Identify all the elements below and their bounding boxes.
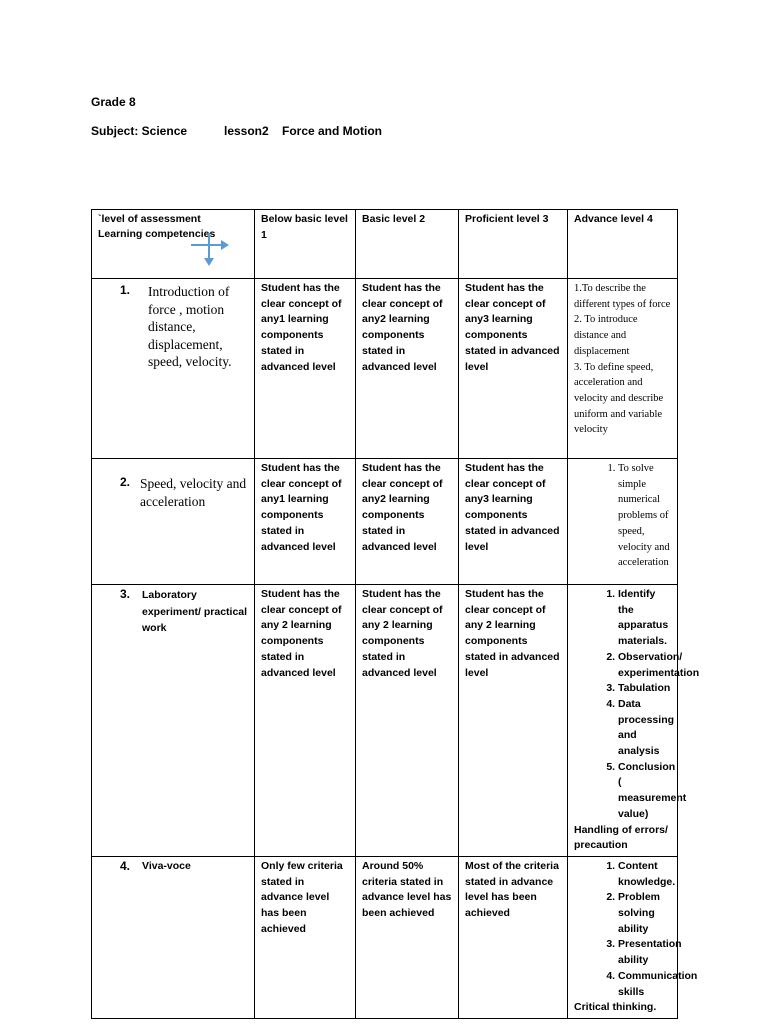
level3-cell: Student has the clear concept of any3 learning components stated in advanced level — [459, 279, 568, 459]
row-number: 4. — [120, 858, 131, 873]
level4-tail: Handling of errors/ precaution — [574, 823, 668, 852]
level2-cell: Student has the clear concept of any2 learning components stated in advanced level — [356, 459, 459, 585]
header-cell-competencies — [92, 210, 255, 279]
level4-item: 4. Communication skills — [618, 969, 671, 1000]
competency-cell — [92, 856, 255, 1018]
level1-cell: Student has the clear concept of any1 learning components stated in advanced level — [255, 459, 356, 585]
subject-label: Subject: Science — [91, 124, 188, 138]
level4-cell — [568, 856, 698, 1018]
level1-cell: Student has the clear concept of any1 learning components stated in advanced level — [255, 279, 356, 459]
level4-tail: Critical thinking. — [574, 1001, 657, 1014]
table-row — [92, 459, 678, 585]
competency-text: Viva-voce — [142, 859, 191, 872]
row-number: 1. — [120, 283, 131, 297]
level4-item: 2. Observation/ experimentation — [618, 650, 671, 681]
level1-cell: Student has the clear concept of any 2 learning components stated in advanced level — [255, 585, 356, 857]
level4-item: 1. Identify the apparatus materials. — [618, 587, 671, 650]
competency-cell — [92, 459, 255, 585]
competency-text: Introduction of force , motion distance, displacement, speed, velocity. — [148, 284, 232, 370]
table-header-row — [92, 210, 678, 279]
level2-cell: Student has the clear concept of any2 learning components stated in advanced level — [356, 279, 459, 459]
level3-cell: Most of the criteria stated in advance level has been achieved — [459, 856, 568, 1018]
level4-item: 5. Conclusion ( measurement value) — [618, 760, 671, 823]
competency-text: Laboratory experiment/ practical work — [142, 589, 248, 634]
level3-cell: Student has the clear concept of any 2 learning components stated in advanced level — [459, 585, 568, 857]
header-learning-competencies: Learning competencies — [98, 228, 216, 240]
table-row — [92, 279, 678, 459]
competency-cell — [92, 279, 255, 459]
row-number: 3. — [120, 587, 131, 601]
level4-item: 4. Data processing and analysis — [618, 697, 671, 760]
header-cell-level4: Advance level 4 — [568, 210, 678, 279]
header-cell-level3: Proficient level 3 — [459, 210, 568, 279]
table-row — [92, 856, 678, 1018]
table-row — [92, 585, 678, 857]
level4-item: 1. To solve simple numerical problems of speed, velocity and acceleration — [618, 461, 671, 571]
assessment-rubric-table — [91, 209, 700, 1019]
level4-item: 3. Presentation ability — [618, 937, 671, 968]
level4-item: 2. Problem solving ability — [618, 890, 671, 937]
competency-text: Speed, velocity and acceleration — [140, 476, 247, 509]
level4-item: 1. Content knowledge. — [618, 859, 671, 890]
level4-cell — [568, 585, 700, 857]
level4-line: 1.To describe the different types of force — [574, 283, 671, 310]
header-cell-level1: Below basic level 1 — [255, 210, 356, 279]
level4-cell — [568, 279, 678, 459]
grade-heading: Grade 8 — [91, 95, 136, 109]
row-number: 2. — [120, 475, 131, 489]
level1-cell: Only few criteria stated in advance level has been achieved — [255, 856, 356, 1018]
level2-cell: Around 50% criteria stated in advance level has been achieved — [356, 856, 459, 1018]
axes-arrow-icon — [190, 228, 230, 268]
header-level-of-assessment: `level of assessment — [98, 213, 201, 225]
level4-line: 3. To define speed, acceleration and velocity and describe uniform and variable velocity — [574, 361, 664, 436]
topic-label: Force and Motion — [282, 124, 382, 138]
level2-cell: Student has the clear concept of any 2 learning components stated in advanced level — [356, 585, 459, 857]
level4-item: 3. Tabulation — [618, 681, 671, 697]
level3-cell: Student has the clear concept of any3 learning components stated in advanced level — [459, 459, 568, 585]
level4-cell — [568, 459, 678, 585]
lesson-label: lesson2 — [224, 124, 269, 138]
header-cell-level2: Basic level 2 — [356, 210, 459, 279]
competency-cell — [92, 585, 255, 857]
level4-line: 2. To introduce distance and displacement — [574, 314, 638, 357]
